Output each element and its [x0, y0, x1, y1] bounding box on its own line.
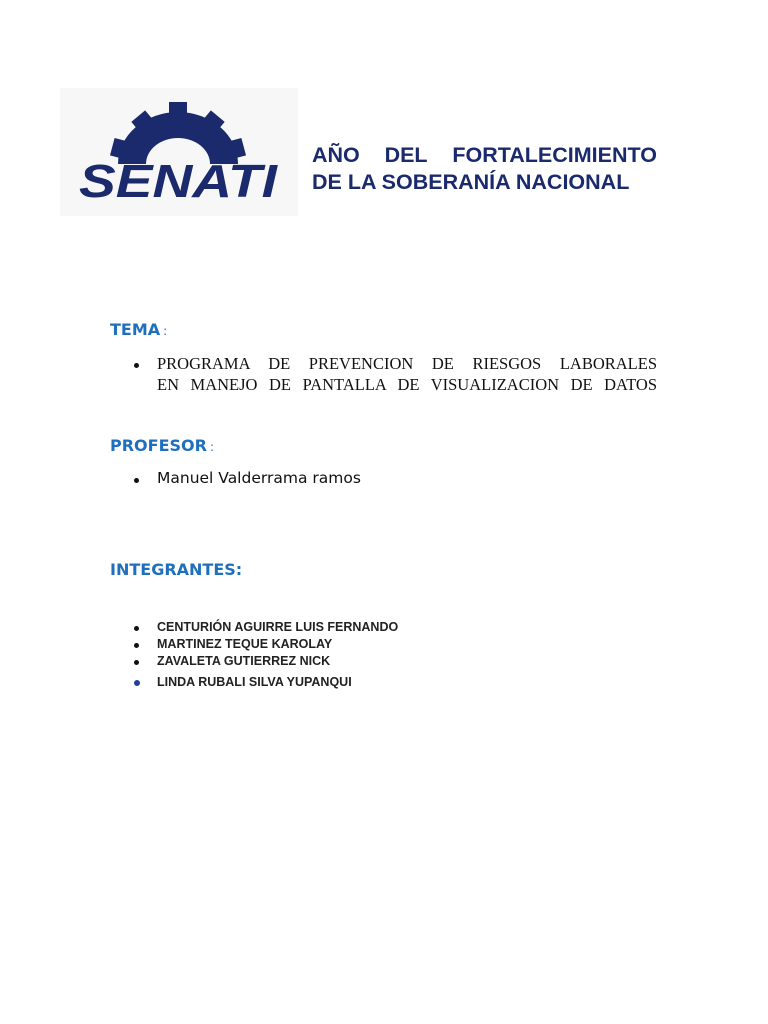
integrantes-heading [110, 560, 242, 579]
tema-line-2: EN MANEJO DE PANTALLA DE VISUALIZACION DE DATOS [157, 375, 657, 394]
bullet-icon [134, 626, 139, 631]
profesor-heading [110, 436, 214, 455]
bullet-icon [134, 478, 139, 483]
tema-text [157, 353, 657, 395]
member-item: ZAVALETA GUTIERREZ NICK [157, 654, 331, 668]
tema-label: TEMA [110, 320, 161, 339]
header-word: FORTALECIMIENTO [452, 143, 657, 167]
tema-heading [110, 320, 167, 339]
document-header-title [312, 142, 662, 196]
member-item: LINDA RUBALI SILVA YUPANQUI [157, 675, 352, 689]
integrantes-label: INTEGRANTES: [110, 560, 243, 579]
profesor-name: Manuel Valderrama ramos [157, 469, 361, 487]
header-line-2: DE LA SOBERANÍA NACIONAL [312, 170, 630, 194]
tema-colon: : [163, 324, 168, 338]
member-item: CENTURIÓN AGUIRRE LUIS FERNANDO [157, 620, 399, 634]
bullet-icon [134, 363, 139, 368]
bullet-icon [134, 643, 139, 648]
header-line-1 [312, 142, 657, 169]
header-word: DEL [384, 143, 428, 167]
senati-logo [60, 88, 298, 216]
profesor-colon: : [209, 440, 214, 454]
logo-wordmark: SENATI [79, 155, 279, 207]
profesor-label: PROFESOR [110, 436, 207, 455]
bullet-icon [134, 680, 140, 686]
gear-icon [60, 88, 298, 216]
bullet-icon [134, 660, 139, 665]
member-item: MARTINEZ TEQUE KAROLAY [157, 637, 333, 651]
tema-line-1: PROGRAMA DE PREVENCION DE RIESGOS LABORALES [157, 354, 657, 373]
header-word: AÑO [312, 143, 360, 167]
